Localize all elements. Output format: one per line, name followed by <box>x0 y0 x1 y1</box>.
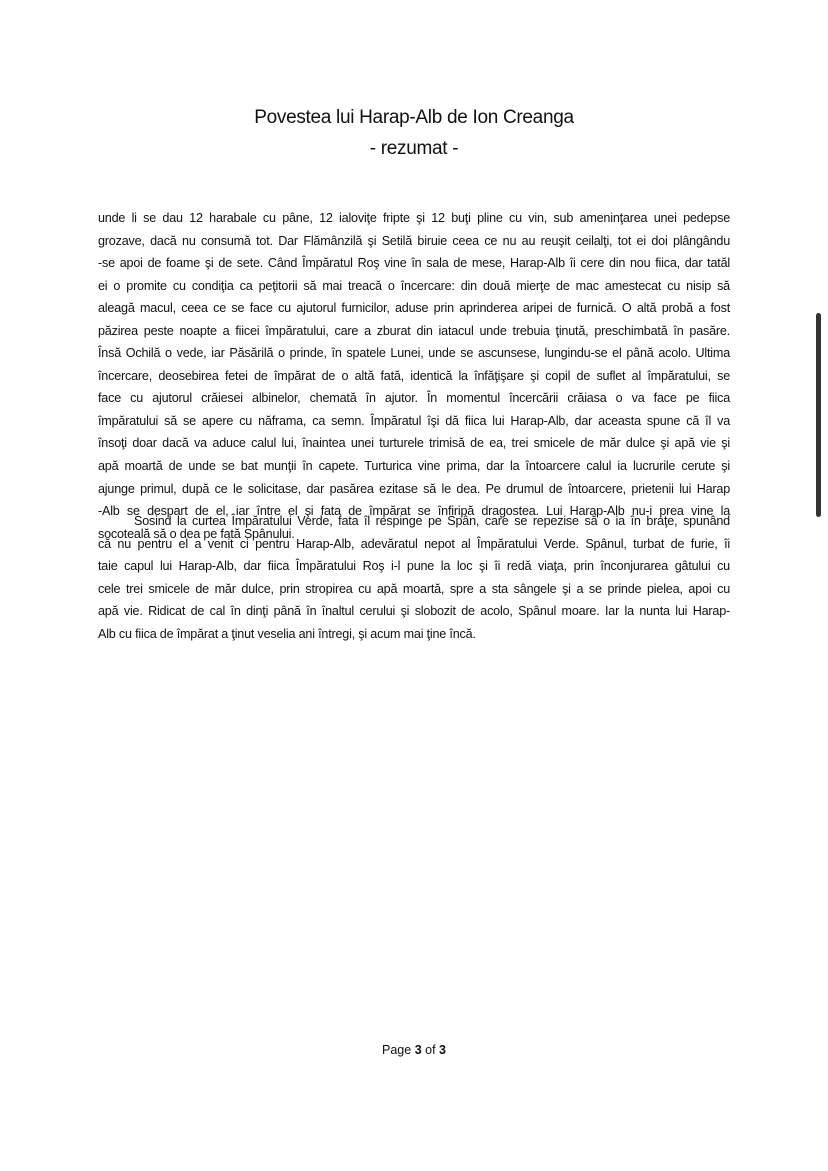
text-line: ajunge primul, după ce le solicitase, dar pasărea ezitase să le dea. Pe drumul de întoarcere, prietenii lui Harap <box>98 481 730 496</box>
text-line: ei o promite cu condiţia ca peţitorii să mai treacă o încercare: din două mierţe de mac amestecat cu nisip să <box>98 278 730 293</box>
text-line: face cu ajutorul crăiesei albinelor, chemată în ajutor. În momentul încercării crăiasa o va face pe fiica <box>98 391 730 406</box>
page-word: Page <box>382 1043 412 1057</box>
text-line: apă vie. Ridicat de cal în dinţi până în înaltul cerului şi slobozit de acolo, Spânul moare. Iar la nunta lui Harap- <box>98 604 730 619</box>
text-line: că nu pentru el a venit ci pentru Harap-Alb, adevăratul nepot al Împăratului Verde. Spânul, turbat de furie, îi <box>98 536 730 551</box>
text-line: apă moartă de unde se bat munţii în capete. Turturica vine prima, dar la întoarcere calul ia lucrurile cerute şi <box>98 459 730 474</box>
text-line: cele trei smicele de măr dulce, prin stropirea cu apă moartă, spre a sta sângele şi a se prinde pielea, apoi cu <box>98 581 730 596</box>
text-line: unde li se dau 12 harabale cu pâne, 12 ialoviţe fripte şi 12 buţi pline cu vin, sub ameninţarea unei pedepse <box>98 211 730 225</box>
of-word: of <box>425 1043 436 1057</box>
text-line: -Alb se despart de el, iar între el şi fata de împărat se înfiripă dragostea. Lui Harap-Alb nu-i prea vine la <box>98 504 730 519</box>
text-line: socoteală să o dea pe fată Spânului. <box>98 526 295 541</box>
paragraph-1 <box>98 207 730 545</box>
document-subtitle: - rezumat - <box>369 138 459 159</box>
text-line: Însă Ochilă o vede, iar Păsărilă o prinde, în spatele Lunei, unde se ascunsese, lungindu-se el până acolo. Ultima <box>98 346 730 361</box>
paragraph-2 <box>98 510 730 645</box>
document-title: Povestea lui Harap-Alb de Ion Creanga <box>254 107 574 128</box>
text-line: însoţi doar dacă va aduce calul lui, înaintea unei turturele trimisă de ea, trei smicele de măr dulce şi apă vie şi <box>98 436 730 451</box>
page-footer <box>0 1043 828 1057</box>
text-line: aleagă macul, ceea ce se face cu ajutorul furnicilor, aduse prin aprinderea aripei de furnică. O altă probă a fost <box>98 301 730 316</box>
current-page: 3 <box>414 1043 422 1057</box>
text-line: Sosind la curtea Împăratului Verde, fata îl respinge pe Spân, care se repezise să o ia în braţe, spunând <box>134 514 730 528</box>
vertical-scrollbar[interactable] <box>816 313 821 517</box>
text-line: Alb cu fiica de împărat a ţinut veselia ani întregi, şi acum mai ţine încă. <box>98 626 476 641</box>
text-line: încercare, deosebirea fetei de împărat de o altă fată, identică la înfăţişare şi copil de suflet al împăratului, se <box>98 368 730 383</box>
text-line: -se apoi de foame şi de sete. Când Împăratul Roş vine în sala de mese, Harap-Alb îi cere din nou fiica, dar tatăl <box>98 256 730 271</box>
text-line: împăratului să se apere cu năframa, ca semn. Împăratul îşi dă fiica lui Harap-Alb, dar aceasta spune că îl va <box>98 413 730 428</box>
text-line: taie capul lui Harap-Alb, dar fiica Împăratului Roş i-l pune la loc şi îi redă viaţa, prin înconjurarea gâtului cu <box>98 559 730 574</box>
total-pages: 3 <box>439 1043 446 1057</box>
text-line: grozave, dacă nu consumă tot. Dar Flămânzilă şi Setilă biruie ceea ce nu au reuşit ceilalţi, tot ei doi plângându <box>98 233 730 248</box>
text-line: păzirea peste noapte a fiicei împăratului, care a zburat din iatacul unde trebuia ţinută, preschimbată în pasăre. <box>98 323 730 338</box>
